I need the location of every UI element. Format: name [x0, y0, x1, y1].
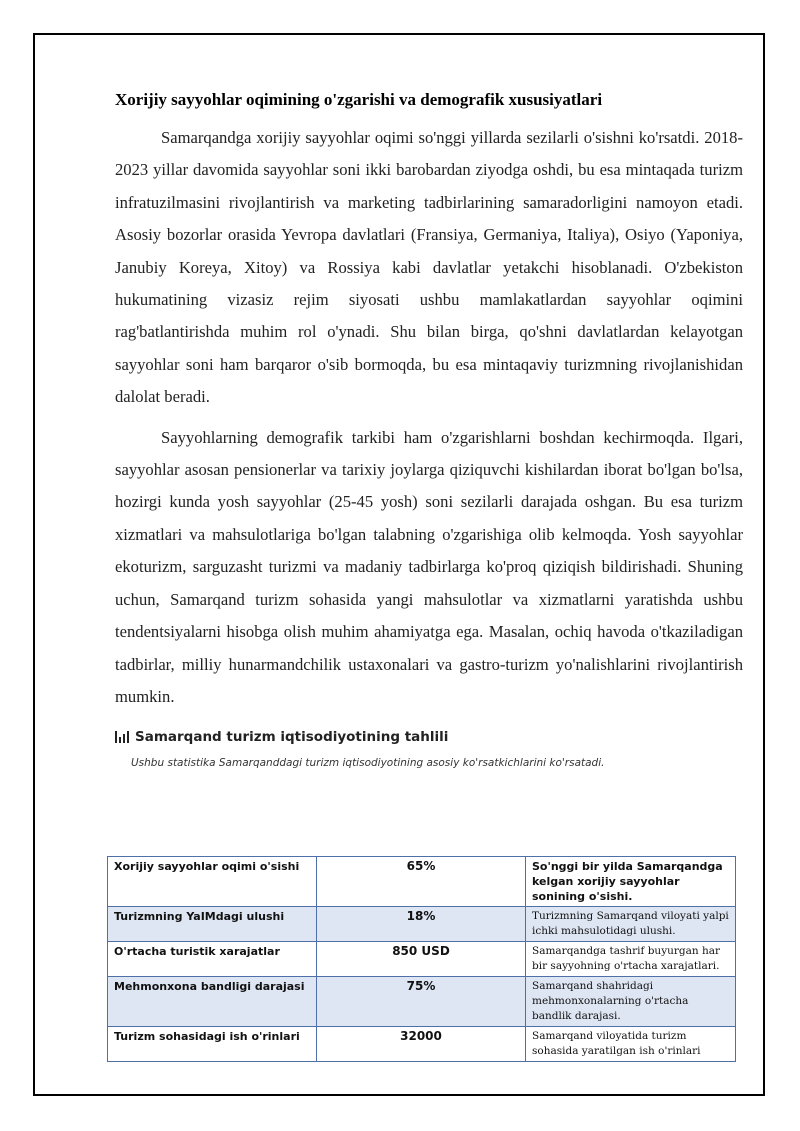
table-row	[108, 942, 736, 977]
row-label: Turizm sohasidagi ish o'rinlari	[108, 1027, 317, 1062]
row-label: O'rtacha turistik xarajatlar	[108, 942, 317, 977]
row-description: Samarqand viloyatida turizm sohasida yaratilgan ish o'rinlari	[526, 1027, 736, 1062]
row-value: 75%	[317, 977, 526, 1027]
table-row	[108, 977, 736, 1027]
statistics-note: Ushbu statistika Samarqanddagi turizm iqtisodiyotining asosiy ko'rsatkichlarini ko'rsatadi.	[131, 757, 605, 770]
paragraph-2: Sayyohlarning demografik tarkibi ham o'zgarishlarni boshdan kechirmoqda. Ilgari, sayyohlar asosan pensionerlar va tarixiy joylarga qiziquvchi kishilardan iborat bo'lgan bo'lsa, hozirgi kunda yosh sayyohlar (25-45 yosh) soni sezilarli darajada oshgan. Bu esa turizm xizmatlari va mahsulotlariga bo'lgan talabning o'zgarishiga olib kelmoqda. Yosh sayyohlar ekoturizm, sarguzasht turizmi va madaniy tadbirlarga ko'proq qiziqish bildirishadi. Shuning uchun, Samarqand turizm sohasida yangi mahsulotlar va xizmatlarni yaratishda ushbu tendentsiyalarni hisobga olish muhim ahamiyatga ega. Masalan, ochiq havoda o'tkaziladigan tadbirlar, milliy hunarmandchilik ustaxonalari va gastro-turizm yo'nalishlarini rivojlantirish mumkin.	[115, 427, 743, 706]
bar-chart-icon	[115, 731, 129, 743]
row-label: Mehmonxona bandligi darajasi	[108, 977, 317, 1027]
paragraph-1: Samarqandga xorijiy sayyohlar oqimi so'nggi yillarda sezilarli o'sishni ko'rsatdi. 2018-2023 yillar davomida sayyohlar soni ikki barobardan ziyodga oshdi, bu esa mintaqada turizm infratuzilmasini rivojlantirish va marketing tadbirlarining samaradorligini namoyon etadi. Asosiy bozorlar orasida Yevropa davlatlari (Fransiya, Germaniya, Italiya), Osiyo (Yaponiya, Janubiy Koreya, Xitoy) va Rossiya kabi davlatlar yetakchi hisoblanadi. O'zbekiston hukumatining vizasiz rejim siyosati ushbu mamlakatlardan sayyohlar oqimini rag'batlantirishda muhim rol o'ynadi. Shu bilan birga, qo'shni davlatlardan kelayotgan sayyohlar soni ham barqaror o'sib bormoqda, bu esa mintaqaviy turizmning rivojlanishidan dalolat beradi.	[115, 128, 743, 407]
row-label: Xorijiy sayyohlar oqimi o'sishi	[108, 857, 317, 907]
statistics-table	[107, 856, 736, 1062]
row-description: So'nggi bir yilda Samarqandga kelgan xorijiy sayyohlar sonining o'sishi.	[526, 857, 736, 907]
section-heading: Xorijiy sayyohlar oqimining o'zgarishi va demografik xususiyatlari	[115, 90, 603, 109]
table-row	[108, 1027, 736, 1062]
document-body	[115, 88, 743, 775]
row-description: Samarqand shahridagi mehmonxonalarning o'rtacha bandlik darajasi.	[526, 977, 736, 1027]
analysis-title-text: Samarqand turizm iqtisodiyotining tahlili	[135, 729, 449, 746]
row-description: Turizmning Samarqand viloyati yalpi ichki mahsulotidagi ulushi.	[526, 907, 736, 942]
row-description: Samarqandga tashrif buyurgan har bir sayyohning o'rtacha xarajatlari.	[526, 942, 736, 977]
row-value: 32000	[317, 1027, 526, 1062]
table-row	[108, 907, 736, 942]
row-value: 850 USD	[317, 942, 526, 977]
row-value: 65%	[317, 857, 526, 907]
analysis-title	[115, 729, 743, 745]
table-row	[108, 857, 736, 907]
row-label: Turizmning YaIMdagi ulushi	[108, 907, 317, 942]
row-value: 18%	[317, 907, 526, 942]
